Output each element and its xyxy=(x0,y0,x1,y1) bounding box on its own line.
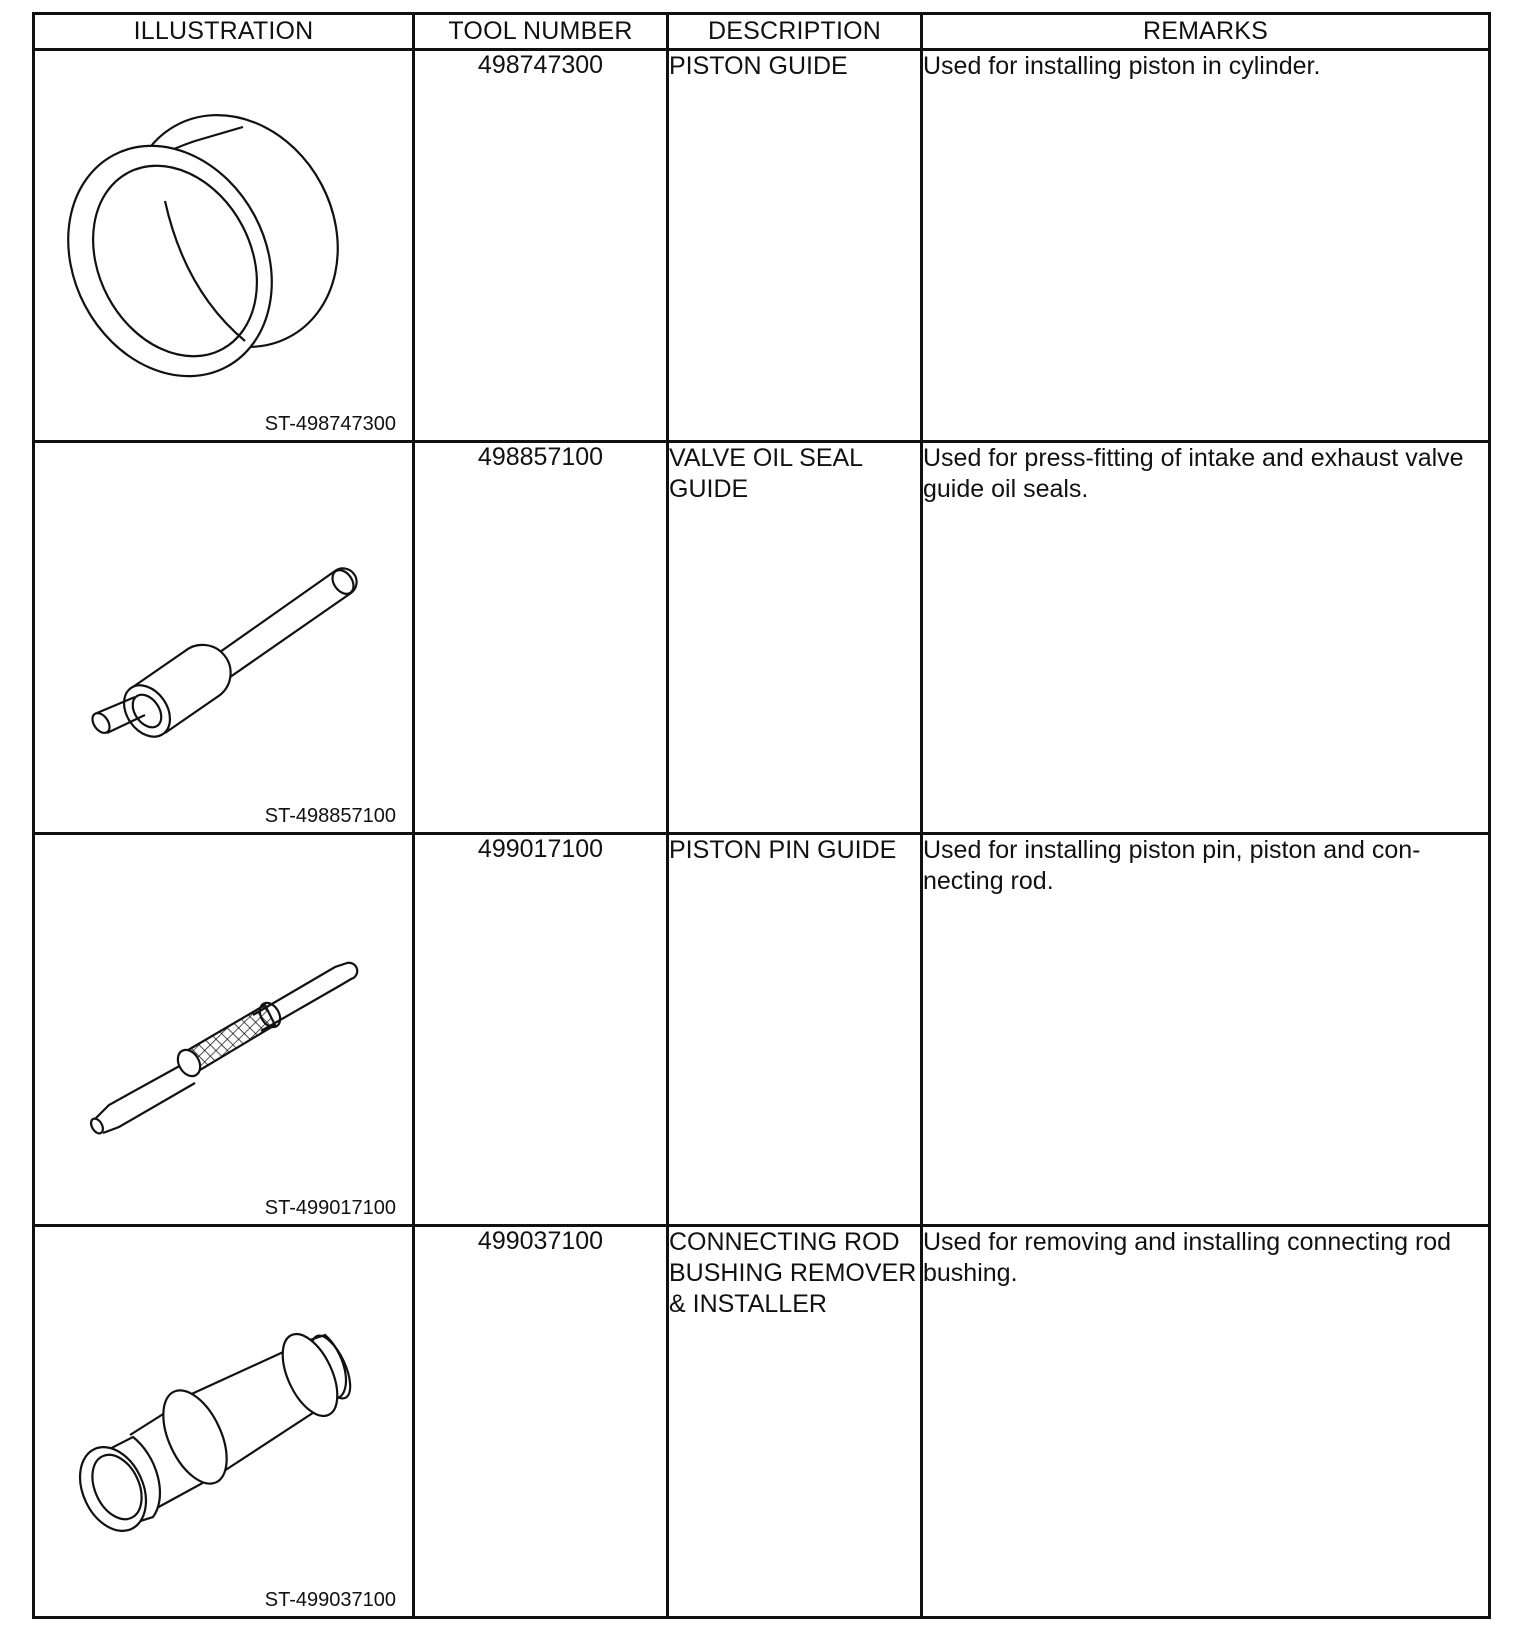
tool-remarks xyxy=(922,50,1490,442)
header-illustration: ILLUSTRATION xyxy=(34,14,414,50)
tool-remarks xyxy=(922,1226,1490,1618)
tool-number: 498857100 xyxy=(414,442,668,834)
tool-number: 498747300 xyxy=(414,50,668,442)
description-text: CONNECTING ROD BUSHING REMOVER & INSTALLER xyxy=(669,1228,917,1318)
remarks-text: Used for installing piston pin, piston and con-necting rod. xyxy=(923,836,1421,895)
piston-guide-ring-icon xyxy=(35,51,415,440)
description-text: VALVE OIL SEAL GUIDE xyxy=(669,444,863,503)
description-text: PISTON PIN GUIDE xyxy=(669,836,897,864)
tool-description xyxy=(668,442,922,834)
illustration-cell xyxy=(34,834,414,1226)
tool-description xyxy=(668,1226,922,1618)
valve-oil-seal-guide-icon xyxy=(35,443,415,832)
remarks-text: Used for removing and installing connecting rod bushing. xyxy=(923,1228,1452,1287)
special-tools-table xyxy=(32,12,1491,1619)
tool-remarks xyxy=(922,442,1490,834)
table-row xyxy=(34,442,1490,834)
description-text: PISTON GUIDE xyxy=(669,52,848,80)
piston-pin-guide-icon xyxy=(35,835,415,1224)
header-tool-number: TOOL NUMBER xyxy=(414,14,668,50)
table-row xyxy=(34,50,1490,442)
illustration-cell xyxy=(34,1226,414,1618)
tool-description xyxy=(668,834,922,1226)
table-row xyxy=(34,1226,1490,1618)
illustration-code: ST-498747300 xyxy=(264,413,396,435)
remarks-text: Used for press-fitting of intake and exhaust valve guide oil seals. xyxy=(923,444,1464,503)
tool-number: 499017100 xyxy=(414,834,668,1226)
tool-description xyxy=(668,50,922,442)
table-row xyxy=(34,834,1490,1226)
illustration-cell xyxy=(34,50,414,442)
table-header-row xyxy=(34,14,1490,50)
illustration-code: ST-499037100 xyxy=(264,1589,396,1611)
illustration-cell xyxy=(34,442,414,834)
illustration-code: ST-499017100 xyxy=(264,1197,396,1219)
header-description: DESCRIPTION xyxy=(668,14,922,50)
bushing-remover-installer-icon xyxy=(35,1227,415,1616)
header-remarks: REMARKS xyxy=(922,14,1490,50)
tool-number: 499037100 xyxy=(414,1226,668,1618)
remarks-text: Used for installing piston in cylinder. xyxy=(923,52,1321,80)
tool-remarks xyxy=(922,834,1490,1226)
illustration-code: ST-498857100 xyxy=(264,805,396,827)
